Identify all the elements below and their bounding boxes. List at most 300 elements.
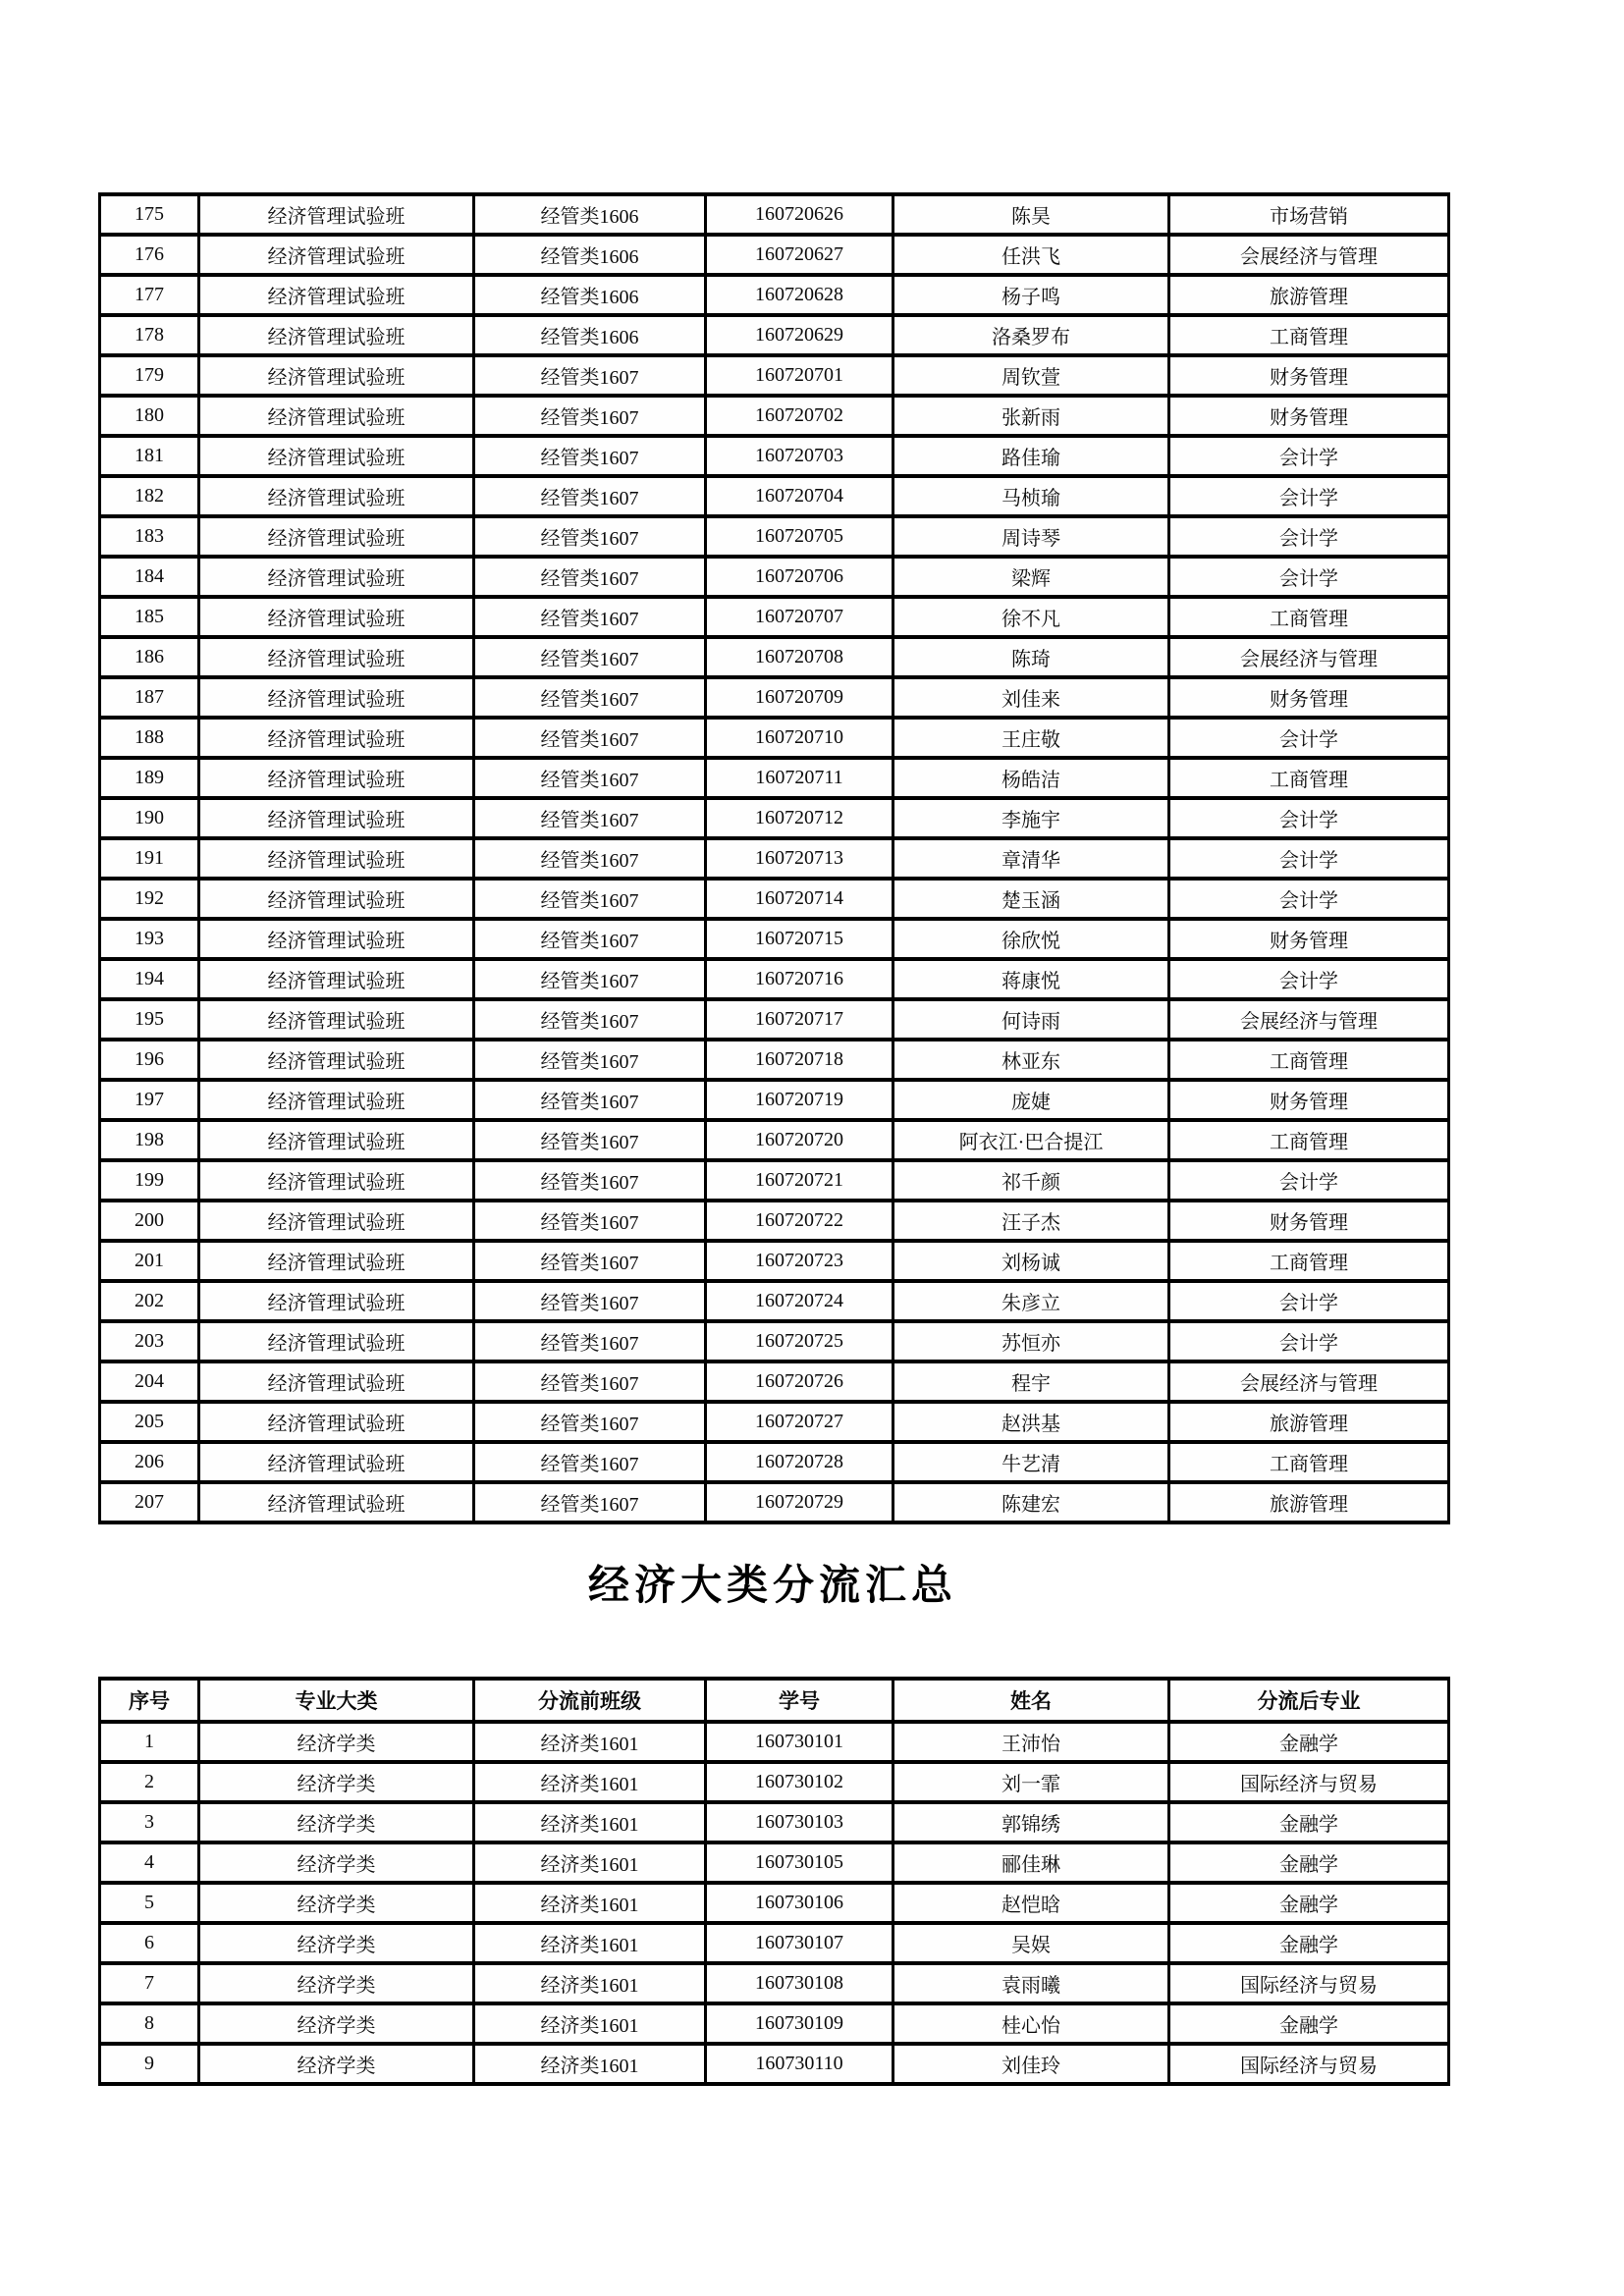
cell-index: 207	[100, 1482, 199, 1522]
cell-major-group: 经济学类	[199, 2044, 474, 2084]
cell-student-name: 楚玉涵	[893, 879, 1169, 919]
cell-major-group: 经济学类	[199, 1883, 474, 1923]
cell-student-name: 马桢瑜	[893, 476, 1169, 516]
cell-student-name: 郭锦绣	[893, 1802, 1169, 1842]
cell-major-group: 经济管理试验班	[199, 1402, 474, 1442]
table-row	[100, 999, 1449, 1040]
experimental-class-allocation-table-section	[98, 192, 1450, 1524]
cell-major-group: 经济管理试验班	[199, 999, 474, 1040]
cell-major-group: 经济管理试验班	[199, 758, 474, 798]
cell-major-group: 经济学类	[199, 1802, 474, 1842]
table-row	[100, 476, 1449, 516]
column-header: 学号	[706, 1679, 893, 1722]
cell-major-group: 经济学类	[199, 1842, 474, 1883]
cell-student-name: 陈琦	[893, 637, 1169, 677]
section-title: 经济大类分流汇总	[587, 1564, 957, 1609]
cell-class-before: 经管类1607	[474, 1241, 706, 1281]
cell-index: 1	[100, 1722, 199, 1762]
cell-major-after: 会计学	[1169, 1281, 1449, 1321]
cell-index: 178	[100, 315, 199, 355]
cell-student-id: 160720702	[706, 396, 893, 436]
table-row	[100, 396, 1449, 436]
table-row	[100, 557, 1449, 597]
cell-student-id: 160720712	[706, 798, 893, 838]
cell-major-after: 会展经济与管理	[1169, 1362, 1449, 1402]
table-row	[100, 879, 1449, 919]
cell-index: 189	[100, 758, 199, 798]
cell-major-after: 财务管理	[1169, 1080, 1449, 1120]
cell-major-after: 旅游管理	[1169, 275, 1449, 315]
cell-class-before: 经济类1601	[474, 1722, 706, 1762]
cell-student-id: 160720717	[706, 999, 893, 1040]
cell-student-id: 160730107	[706, 1923, 893, 1963]
cell-class-before: 经管类1607	[474, 758, 706, 798]
column-header: 分流前班级	[474, 1679, 706, 1722]
cell-major-after: 会展经济与管理	[1169, 637, 1449, 677]
economics-allocation-summary-table	[98, 1677, 1450, 2086]
cell-index: 190	[100, 798, 199, 838]
cell-class-before: 经管类1607	[474, 838, 706, 879]
table-row	[100, 2044, 1449, 2084]
cell-student-id: 160720629	[706, 315, 893, 355]
cell-student-id: 160720728	[706, 1442, 893, 1482]
cell-class-before: 经管类1607	[474, 355, 706, 396]
cell-major-after: 会计学	[1169, 516, 1449, 557]
cell-student-id: 160730102	[706, 1762, 893, 1802]
cell-student-name: 张新雨	[893, 396, 1169, 436]
cell-index: 6	[100, 1923, 199, 1963]
cell-class-before: 经管类1607	[474, 476, 706, 516]
cell-student-name: 任洪飞	[893, 235, 1169, 275]
cell-index: 175	[100, 194, 199, 235]
cell-major-group: 经济管理试验班	[199, 838, 474, 879]
cell-major-after: 工商管理	[1169, 315, 1449, 355]
cell-major-group: 经济管理试验班	[199, 637, 474, 677]
cell-index: 203	[100, 1321, 199, 1362]
cell-student-id: 160730103	[706, 1802, 893, 1842]
cell-class-before: 经管类1607	[474, 1201, 706, 1241]
cell-student-name: 梁辉	[893, 557, 1169, 597]
cell-major-after: 会计学	[1169, 959, 1449, 999]
table-row	[100, 1120, 1449, 1160]
cell-major-group: 经济管理试验班	[199, 315, 474, 355]
cell-student-id: 160720721	[706, 1160, 893, 1201]
cell-major-after: 工商管理	[1169, 1120, 1449, 1160]
cell-major-group: 经济管理试验班	[199, 396, 474, 436]
cell-student-id: 160720723	[706, 1241, 893, 1281]
cell-major-after: 工商管理	[1169, 1442, 1449, 1482]
table-row	[100, 959, 1449, 999]
cell-student-id: 160720722	[706, 1201, 893, 1241]
cell-major-after: 会计学	[1169, 476, 1449, 516]
cell-major-after: 财务管理	[1169, 396, 1449, 436]
table-row	[100, 1241, 1449, 1281]
cell-student-name: 汪子杰	[893, 1201, 1169, 1241]
cell-major-group: 经济管理试验班	[199, 516, 474, 557]
cell-student-name: 王庄敬	[893, 718, 1169, 758]
cell-student-name: 陈昊	[893, 194, 1169, 235]
column-header: 姓名	[893, 1679, 1169, 1722]
cell-class-before: 经管类1607	[474, 879, 706, 919]
cell-class-before: 经管类1607	[474, 1120, 706, 1160]
cell-index: 9	[100, 2044, 199, 2084]
cell-major-group: 经济学类	[199, 1963, 474, 2003]
cell-student-name: 蒋康悦	[893, 959, 1169, 999]
cell-major-group: 经济管理试验班	[199, 275, 474, 315]
cell-major-group: 经济管理试验班	[199, 718, 474, 758]
column-header: 分流后专业	[1169, 1679, 1449, 1722]
cell-class-before: 经济类1601	[474, 1923, 706, 1963]
cell-student-name: 朱彦立	[893, 1281, 1169, 1321]
table-row	[100, 2003, 1449, 2044]
table-row	[100, 637, 1449, 677]
table-row	[100, 919, 1449, 959]
cell-index: 180	[100, 396, 199, 436]
cell-class-before: 经管类1607	[474, 1160, 706, 1201]
table-row	[100, 1080, 1449, 1120]
cell-student-name: 章清华	[893, 838, 1169, 879]
cell-student-id: 160730106	[706, 1883, 893, 1923]
cell-major-group: 经济管理试验班	[199, 1482, 474, 1522]
cell-major-group: 经济管理试验班	[199, 1201, 474, 1241]
cell-major-after: 会计学	[1169, 1160, 1449, 1201]
cell-major-group: 经济管理试验班	[199, 476, 474, 516]
cell-major-group: 经济管理试验班	[199, 436, 474, 476]
table-row	[100, 1883, 1449, 1923]
cell-student-id: 160720711	[706, 758, 893, 798]
cell-index: 205	[100, 1402, 199, 1442]
cell-major-group: 经济管理试验班	[199, 194, 474, 235]
cell-class-before: 经管类1607	[474, 959, 706, 999]
cell-index: 200	[100, 1201, 199, 1241]
cell-major-after: 财务管理	[1169, 677, 1449, 718]
cell-major-group: 经济管理试验班	[199, 355, 474, 396]
table-row	[100, 1442, 1449, 1482]
cell-index: 206	[100, 1442, 199, 1482]
cell-student-name: 苏恒亦	[893, 1321, 1169, 1362]
table-row	[100, 235, 1449, 275]
cell-student-name: 杨皓洁	[893, 758, 1169, 798]
table-row	[100, 798, 1449, 838]
cell-class-before: 经管类1607	[474, 597, 706, 637]
column-header: 序号	[100, 1679, 199, 1722]
cell-student-name: 林亚东	[893, 1040, 1169, 1080]
cell-student-name: 杨子鸣	[893, 275, 1169, 315]
cell-student-name: 李施宇	[893, 798, 1169, 838]
cell-major-group: 经济管理试验班	[199, 798, 474, 838]
header-row	[100, 1679, 1449, 1722]
table-row	[100, 436, 1449, 476]
cell-class-before: 经管类1607	[474, 1362, 706, 1402]
cell-student-name: 何诗雨	[893, 999, 1169, 1040]
cell-student-id: 160720701	[706, 355, 893, 396]
cell-index: 184	[100, 557, 199, 597]
cell-index: 192	[100, 879, 199, 919]
cell-index: 5	[100, 1883, 199, 1923]
table-row	[100, 758, 1449, 798]
cell-student-id: 160720718	[706, 1040, 893, 1080]
table-row	[100, 1402, 1449, 1442]
cell-major-after: 金融学	[1169, 1842, 1449, 1883]
cell-student-name: 王沛怡	[893, 1722, 1169, 1762]
cell-student-id: 160720707	[706, 597, 893, 637]
cell-major-group: 经济管理试验班	[199, 235, 474, 275]
cell-index: 193	[100, 919, 199, 959]
cell-student-id: 160720715	[706, 919, 893, 959]
cell-major-after: 金融学	[1169, 1883, 1449, 1923]
cell-index: 196	[100, 1040, 199, 1080]
cell-student-name: 牛艺清	[893, 1442, 1169, 1482]
cell-student-id: 160720713	[706, 838, 893, 879]
cell-major-group: 经济管理试验班	[199, 597, 474, 637]
cell-student-id: 160730105	[706, 1842, 893, 1883]
cell-student-id: 160720714	[706, 879, 893, 919]
cell-index: 2	[100, 1762, 199, 1802]
table-row	[100, 838, 1449, 879]
cell-class-before: 经济类1601	[474, 1883, 706, 1923]
cell-student-id: 160720719	[706, 1080, 893, 1120]
cell-major-group: 经济管理试验班	[199, 1362, 474, 1402]
cell-major-group: 经济管理试验班	[199, 1321, 474, 1362]
cell-class-before: 经管类1606	[474, 235, 706, 275]
cell-class-before: 经管类1607	[474, 919, 706, 959]
cell-student-id: 160720720	[706, 1120, 893, 1160]
cell-index: 187	[100, 677, 199, 718]
cell-student-id: 160720705	[706, 516, 893, 557]
cell-student-name: 周钦萱	[893, 355, 1169, 396]
cell-index: 181	[100, 436, 199, 476]
cell-class-before: 经管类1607	[474, 1321, 706, 1362]
cell-major-after: 金融学	[1169, 1923, 1449, 1963]
cell-class-before: 经管类1607	[474, 1080, 706, 1120]
cell-major-after: 国际经济与贸易	[1169, 2044, 1449, 2084]
cell-class-before: 经管类1607	[474, 516, 706, 557]
cell-class-before: 经管类1607	[474, 798, 706, 838]
cell-major-after: 国际经济与贸易	[1169, 1963, 1449, 2003]
cell-class-before: 经管类1606	[474, 275, 706, 315]
cell-student-id: 160730108	[706, 1963, 893, 2003]
cell-student-name: 赵恺晗	[893, 1883, 1169, 1923]
cell-class-before: 经管类1607	[474, 1442, 706, 1482]
cell-student-id: 160720726	[706, 1362, 893, 1402]
cell-student-name: 刘一霏	[893, 1762, 1169, 1802]
cell-index: 194	[100, 959, 199, 999]
table-row	[100, 1802, 1449, 1842]
cell-class-before: 经管类1607	[474, 999, 706, 1040]
cell-index: 188	[100, 718, 199, 758]
cell-class-before: 经管类1607	[474, 718, 706, 758]
cell-class-before: 经管类1607	[474, 637, 706, 677]
cell-student-id: 160720716	[706, 959, 893, 999]
cell-student-id: 160720729	[706, 1482, 893, 1522]
table-row	[100, 1963, 1449, 2003]
cell-student-name: 郦佳琳	[893, 1842, 1169, 1883]
cell-class-before: 经管类1607	[474, 1402, 706, 1442]
cell-student-name: 吴娱	[893, 1923, 1169, 1963]
cell-student-name: 刘佳来	[893, 677, 1169, 718]
cell-student-id: 160720706	[706, 557, 893, 597]
cell-student-id: 160720703	[706, 436, 893, 476]
table-row	[100, 597, 1449, 637]
cell-major-after: 工商管理	[1169, 1241, 1449, 1281]
cell-major-group: 经济管理试验班	[199, 959, 474, 999]
cell-student-id: 160720724	[706, 1281, 893, 1321]
cell-class-before: 经济类1601	[474, 1842, 706, 1883]
cell-major-after: 金融学	[1169, 1722, 1449, 1762]
cell-major-after: 会计学	[1169, 879, 1449, 919]
cell-student-name: 阿衣江·巴合提江	[893, 1120, 1169, 1160]
cell-index: 182	[100, 476, 199, 516]
table-row	[100, 677, 1449, 718]
table-row	[100, 1923, 1449, 1963]
cell-class-before: 经管类1607	[474, 677, 706, 718]
cell-student-id: 160720627	[706, 235, 893, 275]
cell-major-group: 经济管理试验班	[199, 1160, 474, 1201]
cell-student-id: 160720628	[706, 275, 893, 315]
table-row	[100, 1482, 1449, 1522]
cell-index: 202	[100, 1281, 199, 1321]
cell-class-before: 经济类1601	[474, 2044, 706, 2084]
cell-index: 7	[100, 1963, 199, 2003]
cell-index: 201	[100, 1241, 199, 1281]
table-row	[100, 516, 1449, 557]
table-row	[100, 1842, 1449, 1883]
cell-major-after: 会计学	[1169, 798, 1449, 838]
cell-student-name: 庞婕	[893, 1080, 1169, 1120]
cell-major-group: 经济管理试验班	[199, 677, 474, 718]
cell-student-name: 赵洪基	[893, 1402, 1169, 1442]
cell-major-group: 经济管理试验班	[199, 1120, 474, 1160]
table-row	[100, 1160, 1449, 1201]
cell-student-name: 洛桑罗布	[893, 315, 1169, 355]
cell-student-name: 刘佳玲	[893, 2044, 1169, 2084]
cell-major-after: 财务管理	[1169, 1201, 1449, 1241]
cell-student-id: 160720725	[706, 1321, 893, 1362]
cell-major-group: 经济管理试验班	[199, 1281, 474, 1321]
table-row	[100, 1040, 1449, 1080]
economics-allocation-summary-section	[98, 1677, 1450, 2086]
cell-class-before: 经济类1601	[474, 2003, 706, 2044]
cell-major-group: 经济管理试验班	[199, 557, 474, 597]
table-row	[100, 1762, 1449, 1802]
cell-major-after: 旅游管理	[1169, 1482, 1449, 1522]
cell-class-before: 经管类1606	[474, 194, 706, 235]
cell-index: 183	[100, 516, 199, 557]
cell-student-id: 160730109	[706, 2003, 893, 2044]
table-row	[100, 275, 1449, 315]
cell-index: 4	[100, 1842, 199, 1883]
cell-student-name: 程宇	[893, 1362, 1169, 1402]
cell-major-after: 工商管理	[1169, 597, 1449, 637]
cell-index: 177	[100, 275, 199, 315]
cell-student-id: 160730110	[706, 2044, 893, 2084]
cell-student-id: 160720727	[706, 1402, 893, 1442]
cell-major-after: 会计学	[1169, 838, 1449, 879]
cell-class-before: 经管类1606	[474, 315, 706, 355]
cell-major-after: 国际经济与贸易	[1169, 1762, 1449, 1802]
table-row	[100, 1362, 1449, 1402]
cell-index: 176	[100, 235, 199, 275]
cell-student-id: 160720704	[706, 476, 893, 516]
cell-student-id: 160720626	[706, 194, 893, 235]
table-row	[100, 1281, 1449, 1321]
cell-major-group: 经济学类	[199, 2003, 474, 2044]
cell-major-after: 金融学	[1169, 2003, 1449, 2044]
cell-student-name: 路佳瑜	[893, 436, 1169, 476]
cell-index: 8	[100, 2003, 199, 2044]
cell-major-after: 财务管理	[1169, 355, 1449, 396]
cell-major-group: 经济学类	[199, 1923, 474, 1963]
cell-index: 198	[100, 1120, 199, 1160]
cell-index: 197	[100, 1080, 199, 1120]
cell-index: 199	[100, 1160, 199, 1201]
cell-major-group: 经济管理试验班	[199, 1442, 474, 1482]
experimental-class-allocation-table	[98, 192, 1450, 1524]
cell-major-after: 工商管理	[1169, 1040, 1449, 1080]
cell-major-after: 会计学	[1169, 436, 1449, 476]
cell-major-after: 旅游管理	[1169, 1402, 1449, 1442]
cell-class-before: 经管类1607	[474, 436, 706, 476]
cell-index: 191	[100, 838, 199, 879]
cell-class-before: 经管类1607	[474, 1281, 706, 1321]
cell-major-group: 经济管理试验班	[199, 1241, 474, 1281]
table-row	[100, 1201, 1449, 1241]
cell-major-after: 会计学	[1169, 1321, 1449, 1362]
cell-index: 3	[100, 1802, 199, 1842]
cell-class-before: 经济类1601	[474, 1762, 706, 1802]
cell-major-after: 市场营销	[1169, 194, 1449, 235]
cell-student-name: 祁千颜	[893, 1160, 1169, 1201]
cell-major-group: 经济学类	[199, 1722, 474, 1762]
table-row	[100, 1321, 1449, 1362]
cell-class-before: 经管类1607	[474, 557, 706, 597]
cell-major-group: 经济管理试验班	[199, 1040, 474, 1080]
cell-major-after: 财务管理	[1169, 919, 1449, 959]
cell-index: 204	[100, 1362, 199, 1402]
cell-class-before: 经管类1607	[474, 1040, 706, 1080]
cell-student-name: 周诗琴	[893, 516, 1169, 557]
table-row	[100, 315, 1449, 355]
table-row	[100, 1722, 1449, 1762]
cell-class-before: 经济类1601	[474, 1802, 706, 1842]
cell-student-id: 160730101	[706, 1722, 893, 1762]
cell-student-name: 刘杨诚	[893, 1241, 1169, 1281]
cell-student-name: 徐不凡	[893, 597, 1169, 637]
cell-major-after: 金融学	[1169, 1802, 1449, 1842]
cell-student-name: 陈建宏	[893, 1482, 1169, 1522]
cell-major-group: 经济学类	[199, 1762, 474, 1802]
cell-student-name: 袁雨曦	[893, 1963, 1169, 2003]
cell-index: 185	[100, 597, 199, 637]
cell-index: 179	[100, 355, 199, 396]
table-row	[100, 194, 1449, 235]
cell-student-id: 160720710	[706, 718, 893, 758]
cell-student-name: 徐欣悦	[893, 919, 1169, 959]
cell-major-after: 会展经济与管理	[1169, 999, 1449, 1040]
cell-major-after: 会计学	[1169, 718, 1449, 758]
cell-student-id: 160720709	[706, 677, 893, 718]
cell-index: 186	[100, 637, 199, 677]
table-row	[100, 355, 1449, 396]
cell-class-before: 经济类1601	[474, 1963, 706, 2003]
cell-index: 195	[100, 999, 199, 1040]
cell-major-after: 会展经济与管理	[1169, 235, 1449, 275]
cell-student-name: 桂心怡	[893, 2003, 1169, 2044]
cell-major-group: 经济管理试验班	[199, 1080, 474, 1120]
cell-student-id: 160720708	[706, 637, 893, 677]
cell-major-after: 会计学	[1169, 557, 1449, 597]
cell-major-group: 经济管理试验班	[199, 879, 474, 919]
